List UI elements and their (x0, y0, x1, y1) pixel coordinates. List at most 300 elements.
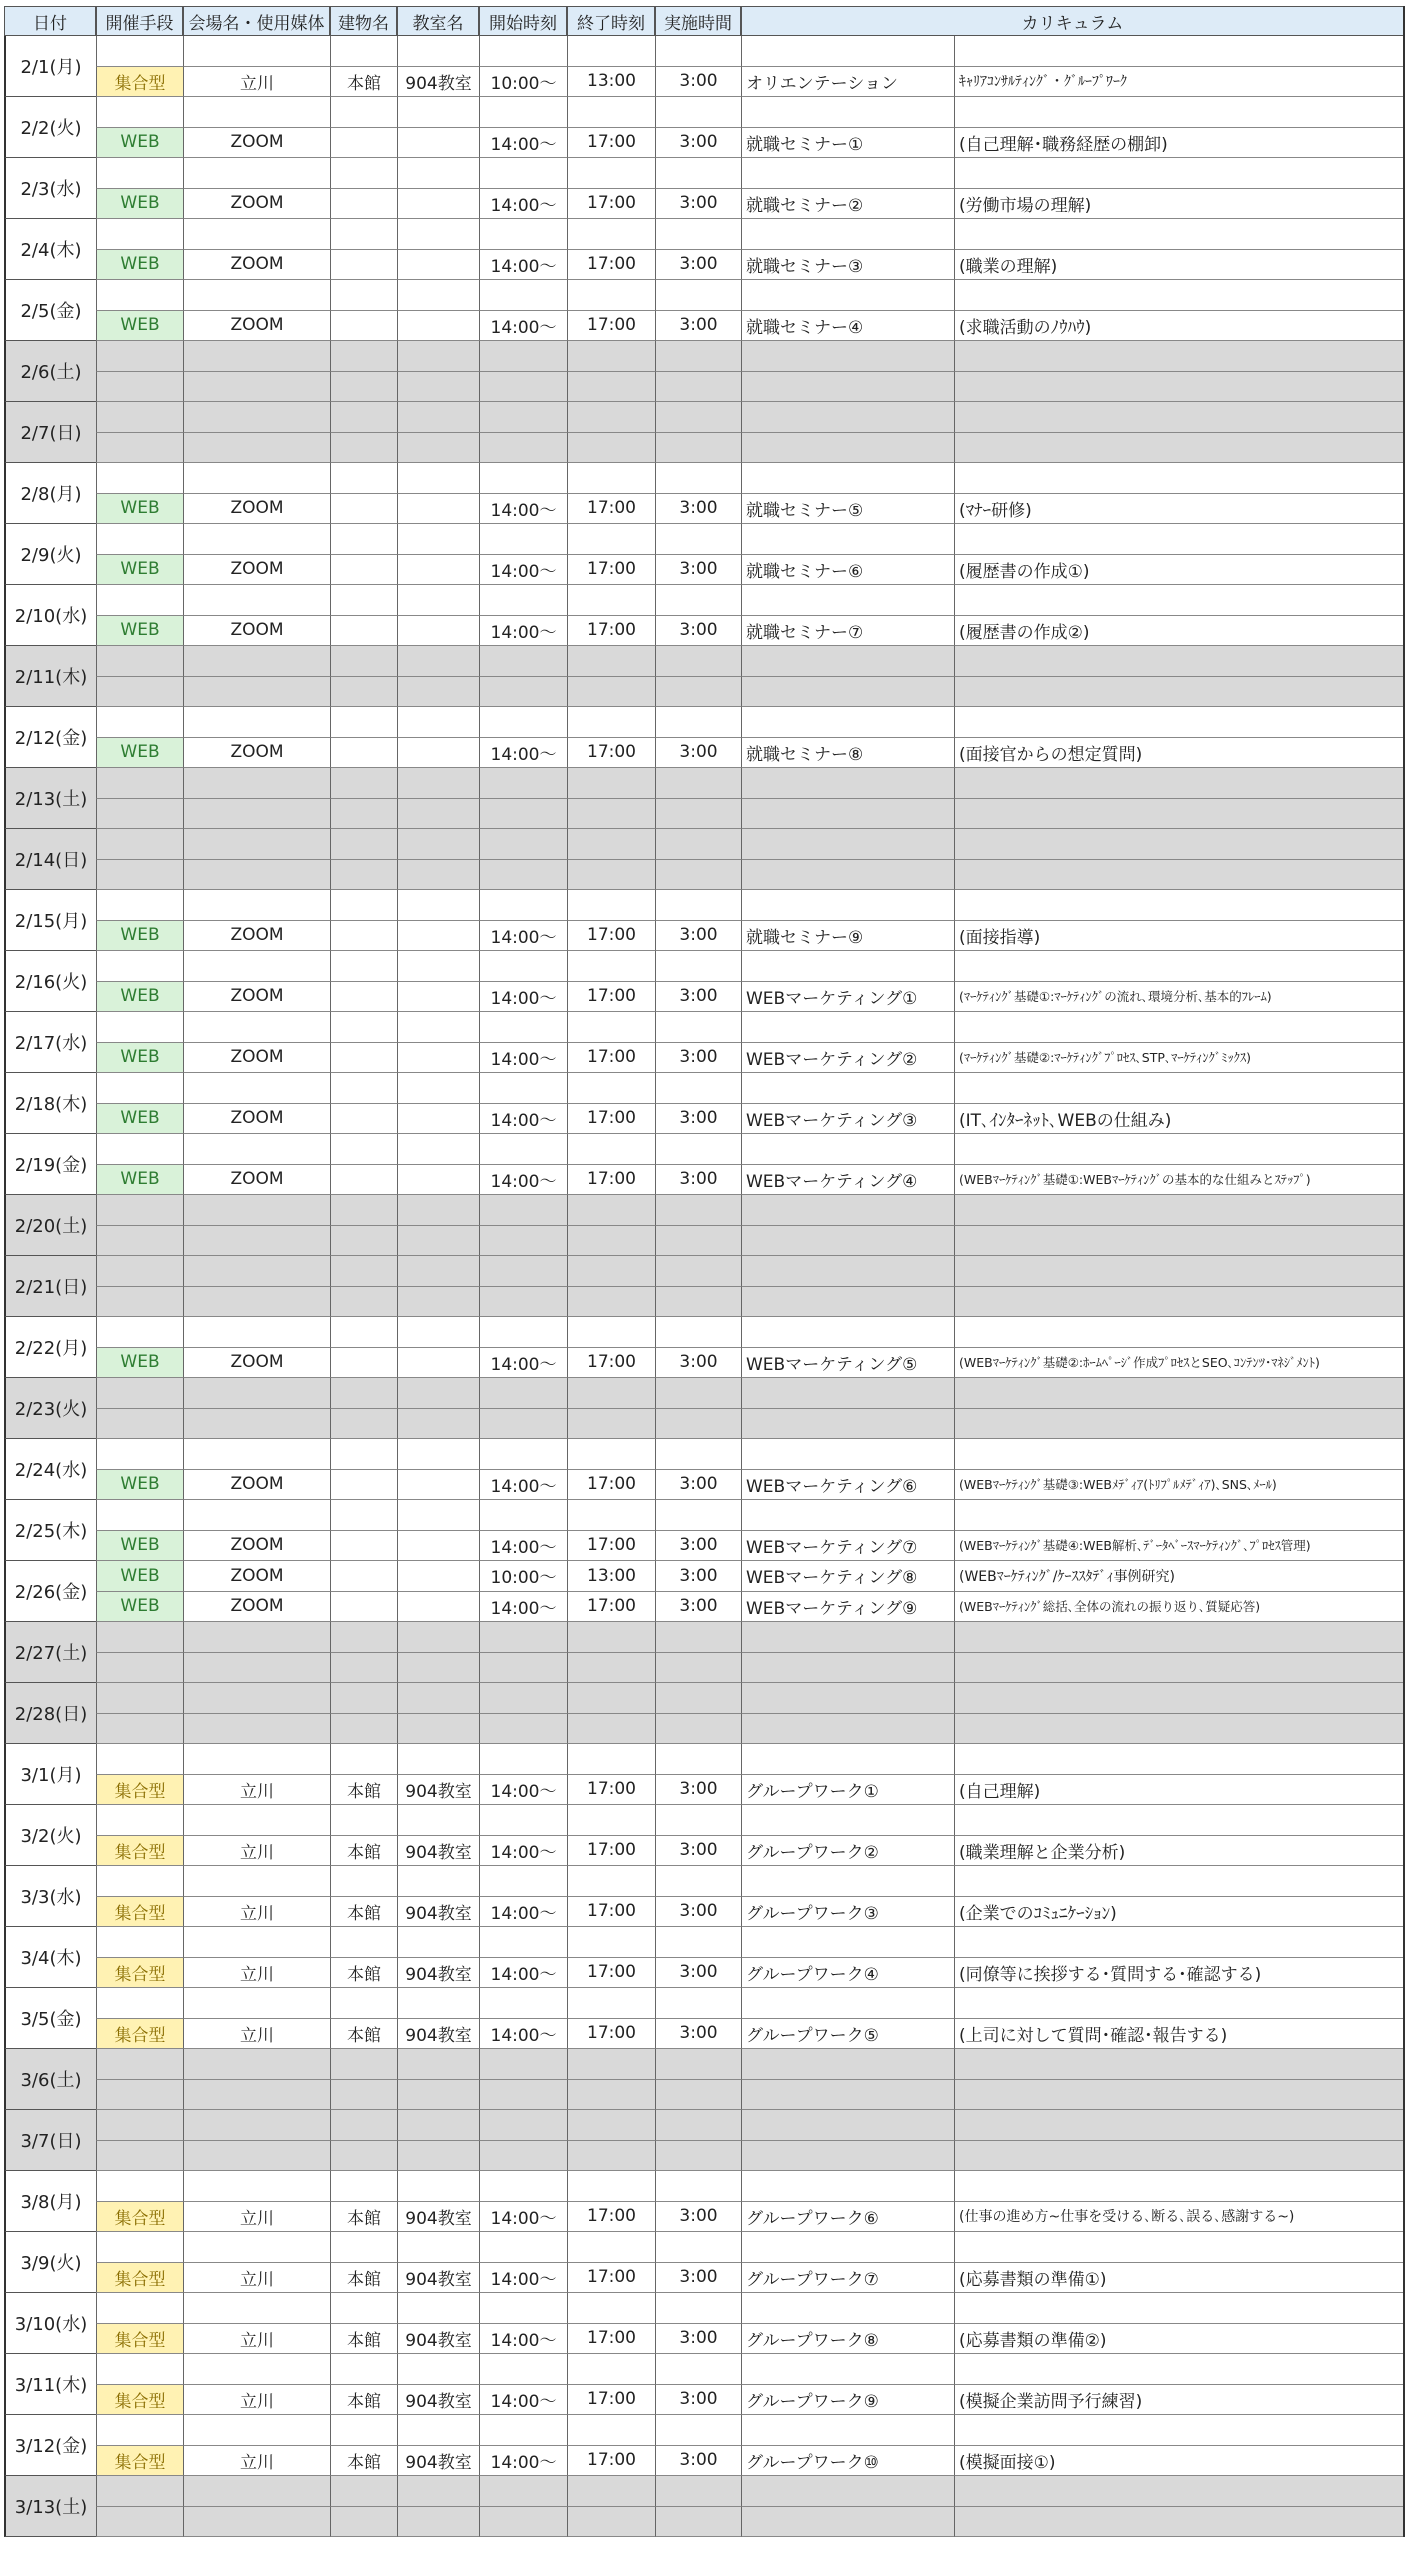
venue-cell (183, 1683, 330, 1714)
detail-cell (954, 2476, 1404, 2507)
mode-cell: WEB (96, 921, 183, 952)
room-cell (397, 2080, 479, 2111)
detail-cell (954, 860, 1404, 891)
dur-cell: 3:00 (655, 2263, 741, 2294)
mode-cell: 集合型 (96, 2019, 183, 2050)
end-cell (567, 707, 655, 738)
date-cell: 3/7(日) (4, 2110, 96, 2171)
venue-cell: 立川 (183, 2019, 330, 2050)
title-cell: グループワーク④ (741, 1958, 954, 1989)
room-cell (397, 1134, 479, 1165)
end-cell (567, 1744, 655, 1775)
venue-cell (183, 1409, 330, 1440)
start-cell (479, 1683, 567, 1714)
end-cell: 17:00 (567, 1775, 655, 1806)
start-cell (479, 524, 567, 555)
detail-cell (954, 1073, 1404, 1104)
room-cell: 904教室 (397, 67, 479, 98)
mode-cell (96, 2141, 183, 2172)
room-cell: 904教室 (397, 2324, 479, 2355)
start-cell (479, 707, 567, 738)
building-cell (330, 524, 397, 555)
title-cell (741, 280, 954, 311)
end-cell (567, 646, 655, 677)
end-cell: 17:00 (567, 1531, 655, 1562)
start-cell: 14:00～ (479, 128, 567, 159)
column-header: 開催手段 (96, 6, 183, 36)
venue-cell (183, 1653, 330, 1684)
venue-cell (183, 1988, 330, 2019)
date-cell: 2/5(金) (4, 280, 96, 341)
title-cell: グループワーク⑩ (741, 2446, 954, 2477)
detail-cell (954, 2171, 1404, 2202)
building-cell (330, 2080, 397, 2111)
room-cell (397, 2110, 479, 2141)
venue-cell: 立川 (183, 1775, 330, 1806)
detail-cell: (WEBﾏｰｹﾃｨﾝｸﾞ総括､全体の流れの振り返り､質疑応答) (954, 1592, 1404, 1623)
title-cell (741, 768, 954, 799)
dur-cell (655, 97, 741, 128)
end-cell: 17:00 (567, 1165, 655, 1196)
end-cell (567, 2080, 655, 2111)
building-cell: 本館 (330, 67, 397, 98)
mode-cell: WEB (96, 1348, 183, 1379)
start-cell (479, 2171, 567, 2202)
detail-cell: (職業の理解) (954, 250, 1404, 281)
detail-cell (954, 433, 1404, 464)
dur-cell (655, 1653, 741, 1684)
venue-cell (183, 1012, 330, 1043)
mode-cell (96, 1134, 183, 1165)
venue-cell: ZOOM (183, 1561, 330, 1592)
date-cell: 3/4(木) (4, 1927, 96, 1988)
mode-cell: 集合型 (96, 1775, 183, 1806)
title-cell: グループワーク⑥ (741, 2202, 954, 2233)
dur-cell (655, 1714, 741, 1745)
start-cell (479, 1744, 567, 1775)
dur-cell (655, 1317, 741, 1348)
detail-cell (954, 158, 1404, 189)
mode-cell: 集合型 (96, 2324, 183, 2355)
mode-cell (96, 1805, 183, 1836)
start-cell (479, 36, 567, 67)
room-cell (397, 2141, 479, 2172)
room-cell (397, 1226, 479, 1257)
detail-cell (954, 951, 1404, 982)
building-cell (330, 2110, 397, 2141)
mode-cell (96, 1012, 183, 1043)
building-cell (330, 1073, 397, 1104)
detail-cell: ｷｬﾘｱｺﾝｻﾙﾃｨﾝｸﾞ・ｸﾞﾙｰﾌﾟﾜｰｸ (954, 67, 1404, 98)
venue-cell (183, 2171, 330, 2202)
building-cell: 本館 (330, 1958, 397, 1989)
detail-cell: (職業理解と企業分析) (954, 1836, 1404, 1867)
venue-cell: 立川 (183, 1958, 330, 1989)
date-cell: 3/3(水) (4, 1866, 96, 1927)
title-cell (741, 433, 954, 464)
venue-cell: ZOOM (183, 555, 330, 586)
detail-cell (954, 463, 1404, 494)
end-cell: 17:00 (567, 2202, 655, 2233)
start-cell: 14:00～ (479, 1165, 567, 1196)
room-cell (397, 585, 479, 616)
end-cell: 17:00 (567, 189, 655, 220)
room-cell (397, 2476, 479, 2507)
venue-cell (183, 2232, 330, 2263)
detail-cell: (仕事の進め方~仕事を受ける､断る､誤る､感謝する~) (954, 2202, 1404, 2233)
title-cell: 就職セミナー⑦ (741, 616, 954, 647)
title-cell (741, 219, 954, 250)
end-cell: 17:00 (567, 2324, 655, 2355)
start-cell: 14:00～ (479, 1043, 567, 1074)
end-cell (567, 1622, 655, 1653)
dur-cell: 3:00 (655, 1348, 741, 1379)
date-cell: 3/11(木) (4, 2354, 96, 2415)
dur-cell (655, 158, 741, 189)
room-cell (397, 921, 479, 952)
end-cell: 17:00 (567, 738, 655, 769)
venue-cell: ZOOM (183, 921, 330, 952)
detail-cell: (WEBﾏｰｹﾃｨﾝｸﾞ/ｹｰｽｽﾀﾃﾞｨ事例研究) (954, 1561, 1404, 1592)
detail-cell (954, 219, 1404, 250)
detail-cell (954, 1256, 1404, 1287)
venue-cell (183, 951, 330, 982)
dur-cell (655, 2049, 741, 2080)
title-cell (741, 158, 954, 189)
detail-cell: (自己理解･職務経歴の棚卸) (954, 128, 1404, 159)
date-cell: 2/20(土) (4, 1195, 96, 1256)
detail-cell: (履歴書の作成①) (954, 555, 1404, 586)
room-cell (397, 1988, 479, 2019)
start-cell (479, 280, 567, 311)
venue-cell: ZOOM (183, 1470, 330, 1501)
mode-cell (96, 890, 183, 921)
end-cell (567, 463, 655, 494)
title-cell: WEBマーケティング⑥ (741, 1470, 954, 1501)
venue-cell (183, 36, 330, 67)
title-cell (741, 2080, 954, 2111)
dur-cell (655, 1988, 741, 2019)
detail-cell: (自己理解) (954, 1775, 1404, 1806)
venue-cell: ZOOM (183, 1165, 330, 1196)
dur-cell: 3:00 (655, 1775, 741, 1806)
room-cell (397, 2354, 479, 2385)
venue-cell (183, 1226, 330, 1257)
title-cell (741, 1073, 954, 1104)
date-cell: 2/24(水) (4, 1439, 96, 1500)
building-cell (330, 1409, 397, 1440)
mode-cell: WEB (96, 311, 183, 342)
date-cell: 2/26(金) (4, 1561, 96, 1622)
detail-cell (954, 2110, 1404, 2141)
venue-cell (183, 402, 330, 433)
title-cell (741, 1683, 954, 1714)
detail-cell (954, 1409, 1404, 1440)
dur-cell (655, 1805, 741, 1836)
dur-cell (655, 1622, 741, 1653)
date-cell: 2/11(木) (4, 646, 96, 707)
title-cell: 就職セミナー⑤ (741, 494, 954, 525)
room-cell (397, 1561, 479, 1592)
venue-cell (183, 1287, 330, 1318)
dur-cell (655, 1927, 741, 1958)
dur-cell: 3:00 (655, 2385, 741, 2416)
end-cell: 17:00 (567, 2263, 655, 2294)
dur-cell: 3:00 (655, 1470, 741, 1501)
title-cell (741, 1805, 954, 1836)
title-cell (741, 463, 954, 494)
title-cell: 就職セミナー⑧ (741, 738, 954, 769)
end-cell (567, 1683, 655, 1714)
end-cell (567, 402, 655, 433)
dur-cell (655, 2507, 741, 2538)
detail-cell (954, 1744, 1404, 1775)
title-cell: WEBマーケティング① (741, 982, 954, 1013)
room-cell (397, 524, 479, 555)
title-cell (741, 1256, 954, 1287)
dur-cell: 3:00 (655, 1561, 741, 1592)
end-cell (567, 1988, 655, 2019)
dur-cell: 3:00 (655, 250, 741, 281)
date-cell: 3/6(土) (4, 2049, 96, 2110)
title-cell (741, 341, 954, 372)
start-cell: 14:00～ (479, 2324, 567, 2355)
date-cell: 3/10(水) (4, 2293, 96, 2354)
title-cell: 就職セミナー⑨ (741, 921, 954, 952)
date-cell: 2/18(木) (4, 1073, 96, 1134)
title-cell (741, 2141, 954, 2172)
dur-cell (655, 829, 741, 860)
dur-cell: 3:00 (655, 921, 741, 952)
start-cell: 14:00～ (479, 738, 567, 769)
room-cell (397, 677, 479, 708)
venue-cell (183, 646, 330, 677)
date-cell: 2/21(日) (4, 1256, 96, 1317)
start-cell: 14:00～ (479, 189, 567, 220)
venue-cell (183, 1195, 330, 1226)
mode-cell (96, 158, 183, 189)
dur-cell: 3:00 (655, 982, 741, 1013)
building-cell (330, 2171, 397, 2202)
start-cell: 10:00～ (479, 1561, 567, 1592)
building-cell (330, 2476, 397, 2507)
start-cell: 14:00～ (479, 311, 567, 342)
dur-cell (655, 524, 741, 555)
date-cell: 2/12(金) (4, 707, 96, 768)
mode-cell (96, 1226, 183, 1257)
room-cell (397, 219, 479, 250)
dur-cell (655, 2080, 741, 2111)
detail-cell: (上司に対して質問･確認･報告する) (954, 2019, 1404, 2050)
end-cell (567, 2171, 655, 2202)
venue-cell: 立川 (183, 2324, 330, 2355)
room-cell: 904教室 (397, 1836, 479, 1867)
venue-cell (183, 524, 330, 555)
detail-cell (954, 2415, 1404, 2446)
title-cell: グループワーク③ (741, 1897, 954, 1928)
room-cell (397, 128, 479, 159)
title-cell (741, 2415, 954, 2446)
building-cell (330, 1470, 397, 1501)
end-cell: 13:00 (567, 67, 655, 98)
dur-cell: 3:00 (655, 555, 741, 586)
building-cell (330, 1622, 397, 1653)
detail-cell: (同僚等に挨拶する･質問する･確認する) (954, 1958, 1404, 1989)
room-cell (397, 1104, 479, 1135)
room-cell (397, 2049, 479, 2080)
start-cell: 14:00～ (479, 2385, 567, 2416)
title-cell (741, 1317, 954, 1348)
start-cell (479, 1073, 567, 1104)
start-cell: 14:00～ (479, 1104, 567, 1135)
mode-cell (96, 1256, 183, 1287)
date-cell: 3/12(金) (4, 2415, 96, 2476)
title-cell (741, 1439, 954, 1470)
mode-cell (96, 1866, 183, 1897)
dur-cell (655, 1012, 741, 1043)
dur-cell (655, 280, 741, 311)
end-cell (567, 1409, 655, 1440)
date-cell: 2/14(日) (4, 829, 96, 890)
building-cell (330, 2293, 397, 2324)
mode-cell: WEB (96, 616, 183, 647)
building-cell (330, 1134, 397, 1165)
date-cell: 2/7(日) (4, 402, 96, 463)
building-cell (330, 311, 397, 342)
date-cell: 2/2(火) (4, 97, 96, 158)
end-cell (567, 1256, 655, 1287)
start-cell (479, 463, 567, 494)
title-cell: 就職セミナー③ (741, 250, 954, 281)
date-cell: 2/9(火) (4, 524, 96, 585)
start-cell (479, 2232, 567, 2263)
building-cell (330, 1287, 397, 1318)
venue-cell (183, 372, 330, 403)
date-cell: 2/10(水) (4, 585, 96, 646)
title-cell (741, 1012, 954, 1043)
venue-cell: 立川 (183, 2263, 330, 2294)
title-cell: グループワーク⑨ (741, 2385, 954, 2416)
end-cell (567, 585, 655, 616)
dur-cell (655, 2232, 741, 2263)
venue-cell (183, 585, 330, 616)
room-cell (397, 1531, 479, 1562)
building-cell (330, 1104, 397, 1135)
room-cell (397, 1470, 479, 1501)
end-cell (567, 524, 655, 555)
building-cell (330, 2232, 397, 2263)
column-header: 開始時刻 (479, 6, 567, 36)
column-header: 教室名 (397, 6, 479, 36)
end-cell (567, 677, 655, 708)
detail-cell (954, 2141, 1404, 2172)
mode-cell: WEB (96, 1561, 183, 1592)
detail-cell: (面接官からの想定質問) (954, 738, 1404, 769)
end-cell (567, 1287, 655, 1318)
building-cell (330, 707, 397, 738)
venue-cell (183, 341, 330, 372)
dur-cell: 3:00 (655, 1165, 741, 1196)
detail-cell (954, 524, 1404, 555)
mode-cell (96, 1317, 183, 1348)
end-cell (567, 1714, 655, 1745)
start-cell (479, 951, 567, 982)
start-cell (479, 1012, 567, 1043)
dur-cell (655, 585, 741, 616)
venue-cell: 立川 (183, 1897, 330, 1928)
end-cell: 17:00 (567, 1958, 655, 1989)
room-cell (397, 951, 479, 982)
building-cell (330, 128, 397, 159)
room-cell: 904教室 (397, 2446, 479, 2477)
detail-cell (954, 677, 1404, 708)
room-cell (397, 982, 479, 1013)
building-cell: 本館 (330, 2263, 397, 2294)
venue-cell (183, 1714, 330, 1745)
mode-cell (96, 2354, 183, 2385)
column-header: カリキュラム (741, 6, 1404, 36)
building-cell (330, 1592, 397, 1623)
end-cell (567, 2507, 655, 2538)
dur-cell (655, 890, 741, 921)
title-cell (741, 1714, 954, 1745)
room-cell: 904教室 (397, 2019, 479, 2050)
end-cell (567, 1866, 655, 1897)
venue-cell (183, 158, 330, 189)
detail-cell (954, 1287, 1404, 1318)
building-cell (330, 1988, 397, 2019)
dur-cell: 3:00 (655, 128, 741, 159)
end-cell (567, 2476, 655, 2507)
building-cell (330, 1531, 397, 1562)
title-cell: グループワーク② (741, 1836, 954, 1867)
building-cell (330, 2049, 397, 2080)
end-cell: 17:00 (567, 1104, 655, 1135)
end-cell (567, 158, 655, 189)
date-cell: 2/27(土) (4, 1622, 96, 1683)
building-cell (330, 1317, 397, 1348)
detail-cell: (WEBﾏｰｹﾃｨﾝｸﾞ基礎②:ﾎｰﾑﾍﾟｰｼﾞ作成ﾌﾟﾛｾｽとSEO､ｺﾝﾃﾝﾂ･ﾏﾈｼﾞﾒﾝﾄ) (954, 1348, 1404, 1379)
venue-cell (183, 1744, 330, 1775)
start-cell (479, 402, 567, 433)
room-cell (397, 707, 479, 738)
date-cell: 2/15(月) (4, 890, 96, 951)
building-cell (330, 1744, 397, 1775)
end-cell: 17:00 (567, 616, 655, 647)
room-cell (397, 1927, 479, 1958)
detail-cell (954, 2080, 1404, 2111)
start-cell (479, 1134, 567, 1165)
room-cell (397, 616, 479, 647)
end-cell: 17:00 (567, 555, 655, 586)
dur-cell (655, 1439, 741, 1470)
title-cell (741, 707, 954, 738)
venue-cell: ZOOM (183, 1104, 330, 1135)
venue-cell: ZOOM (183, 982, 330, 1013)
detail-cell (954, 1927, 1404, 1958)
end-cell (567, 1378, 655, 1409)
title-cell (741, 2507, 954, 2538)
title-cell: 就職セミナー① (741, 128, 954, 159)
end-cell (567, 341, 655, 372)
venue-cell (183, 2080, 330, 2111)
dur-cell (655, 219, 741, 250)
end-cell (567, 1653, 655, 1684)
room-cell: 904教室 (397, 2202, 479, 2233)
date-cell: 2/23(火) (4, 1378, 96, 1439)
date-cell: 3/5(金) (4, 1988, 96, 2049)
room-cell: 904教室 (397, 1958, 479, 1989)
